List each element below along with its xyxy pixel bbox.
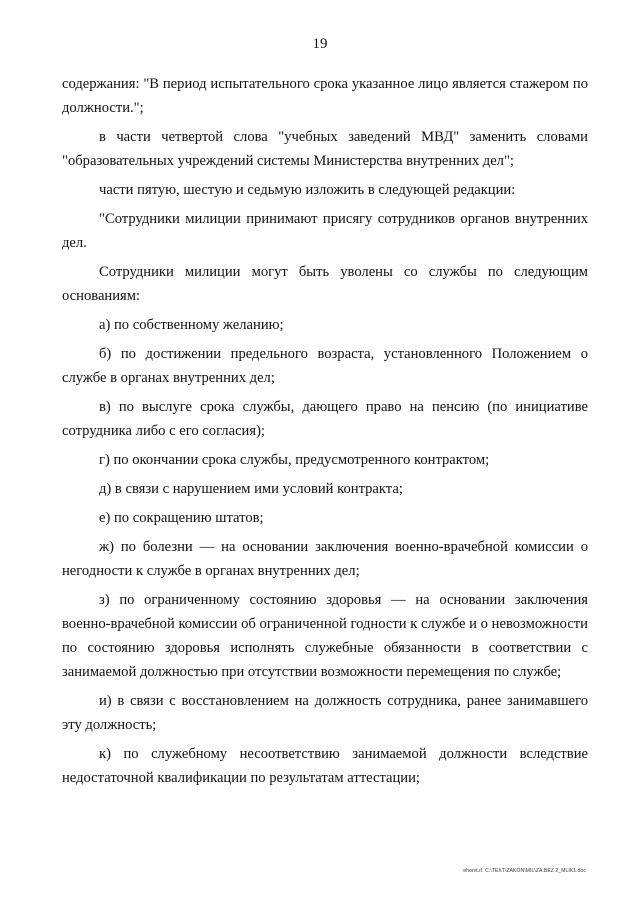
list-item-b: б) по достижении предельного возраста, установленного Положением о службе в органах внутренних дел; — [62, 346, 588, 386]
page-number: 19 — [312, 36, 328, 52]
list-item-zh: ж) по болезни — на основании заключения военно-врачебной комиссии о негодности к службе в органах внутренних дел; — [62, 539, 588, 579]
paragraph: "Сотрудники милиции принимают присягу сотрудников органов внутренних дел. — [62, 211, 588, 251]
list-item-g: г) по окончании срока службы, предусмотренного контрактом; — [99, 452, 490, 468]
paragraph: части пятую, шестую и седьмую изложить в следующей редакции: — [99, 182, 516, 198]
document-body — [62, 72, 588, 795]
paragraph: содержания: "В период испытательного срока указанное лицо является стажером по должности."; — [62, 76, 588, 116]
paragraph: Сотрудники милиции могут быть уволены со службы по следующим основаниям: — [62, 264, 588, 304]
list-item-k: к) по служебному несоответствию занимаемой должности вследствие недостаточной квалификации по результатам аттестации; — [62, 746, 588, 786]
list-item-i: и) в связи с восстановлением на должность сотрудника, ранее занимавшего эту должность; — [62, 693, 588, 733]
footer-file-stamp: ehorvt.rl. C:\TEXT\ZAKON\MIL\ZA.BEZ 2_MLIK1.doc — [463, 868, 586, 874]
list-item-v: в) по выслуге срока службы, дающего право на пенсию (по инициативе сотрудника либо с его согласия); — [62, 399, 588, 439]
list-item-d: д) в связи с нарушением ими условий контракта; — [99, 481, 403, 497]
paragraph: в части четвертой слова "учебных заведений МВД" заменить словами "образовательных учреждений системы Министерства внутренних дел"; — [62, 129, 588, 169]
list-item-a: а) по собственному желанию; — [99, 317, 284, 333]
list-item-e: е) по сокращению штатов; — [99, 510, 264, 526]
list-item-z: з) по ограниченному состоянию здоровья — на основании заключения военно-врачебной комиссии об ограниченной годности к службе и о невозможности по состоянию здоровья исполнять служебные обязанности в соответствии с занимаемой должностью при отсутствии возможности перемещения по службе; — [62, 592, 588, 680]
